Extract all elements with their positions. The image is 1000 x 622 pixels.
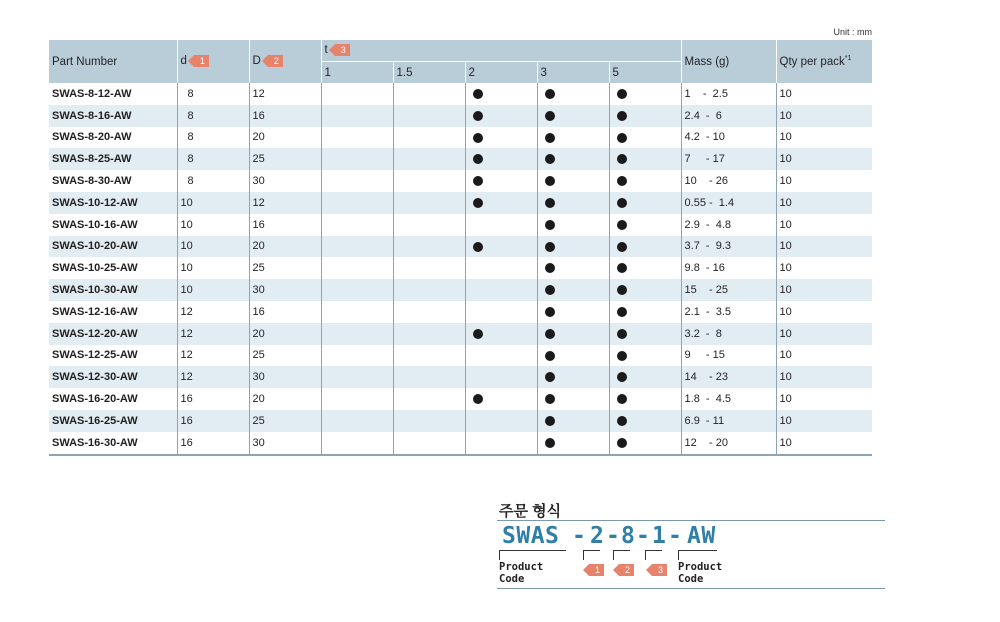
availability-dot [617,242,627,252]
t-cell [465,410,537,432]
mass-cell: 12 - 20 [681,432,776,455]
t-cell [393,127,465,149]
d-cell: 8 [177,105,249,127]
t-cell [465,236,537,258]
availability-dot [545,220,555,230]
table-row [49,148,872,170]
availability-dot [545,176,555,186]
d-cell: 10 [177,192,249,214]
t-cell [393,366,465,388]
part-number-cell: SWAS-12-25-AW [52,349,138,362]
d-cell: 10 [177,257,249,279]
availability-dot [617,351,627,361]
bracket-prefix [499,550,566,560]
t-cell [321,83,393,105]
t-cell [537,301,609,323]
tag-1: 1 [194,55,209,67]
d-cell: 12 [177,345,249,367]
code-d: 8 [621,523,636,549]
availability-dot [545,438,555,448]
part-number-cell: SWAS-8-30-AW [52,175,132,188]
t-cell [321,105,393,127]
t-cell [465,127,537,149]
t-cell [321,279,393,301]
table-row [49,366,872,388]
t-cell [537,388,609,410]
t-cell [537,410,609,432]
t-cell [609,192,681,214]
order-tag-3: 3 [652,561,667,579]
t-cell [321,192,393,214]
qty-cell: 10 [776,301,872,323]
tag-2: 2 [268,55,283,67]
t-cell [537,148,609,170]
availability-dot [617,329,627,339]
order-format [497,497,885,617]
qty-cell: 10 [776,236,872,258]
qty-cell: 10 [776,170,872,192]
t-cell [321,214,393,236]
order-format-title: 주문 형식 [499,503,562,520]
d-cell: 16 [177,410,249,432]
D-cell: 30 [249,170,321,192]
availability-dot [545,307,555,317]
t-cell [465,192,537,214]
col-t-1-5: 1.5 [393,62,465,84]
t-cell [465,105,537,127]
availability-dot [617,263,627,273]
mass-cell: 2.9 - 4.8 [681,214,776,236]
table-row [49,279,872,301]
order-bottom-rule [497,588,885,589]
t-cell [465,214,537,236]
t-cell [393,257,465,279]
t-cell [321,170,393,192]
col-qty: Qty per pack$^{*1}$ [776,40,872,83]
availability-dot [617,111,627,121]
d-cell: 10 [177,214,249,236]
table-row [49,323,872,345]
availability-dot [473,242,483,252]
mass-cell: 2.1 - 3.5 [681,301,776,323]
D-cell: 16 [249,105,321,127]
bracket-D [645,550,662,560]
t-cell [393,388,465,410]
t-cell [321,257,393,279]
t-cell [609,236,681,258]
t-cell [393,279,465,301]
mass-cell: 10 - 26 [681,170,776,192]
t-cell [537,105,609,127]
t-cell [609,214,681,236]
d-cell: 16 [177,432,249,455]
t-cell [393,83,465,105]
qty-cell: 10 [776,257,872,279]
qty-cell: 10 [776,214,872,236]
t-cell [537,83,609,105]
t-cell [465,323,537,345]
d-cell: 16 [177,388,249,410]
part-number-cell: SWAS-16-20-AW [52,393,138,406]
t-cell [393,410,465,432]
col-t-5: 5 [609,62,681,84]
D-cell: 25 [249,148,321,170]
D-cell: 16 [249,301,321,323]
t-cell [393,323,465,345]
order-top-rule [497,520,885,521]
D-cell: 30 [249,366,321,388]
part-number-cell: SWAS-10-12-AW [49,192,177,214]
code-D: 1 [652,523,667,549]
mass-cell: 4.2 - 10 [681,127,776,149]
availability-dot [617,176,627,186]
table-row [49,410,872,432]
availability-dot [545,351,555,361]
table-row [49,388,872,410]
t-cell [609,366,681,388]
availability-dot [617,285,627,295]
part-number-cell: SWAS-10-25-AW [52,262,138,275]
availability-dot [617,372,627,382]
table-row [49,105,872,127]
availability-dot [617,154,627,164]
part-number-cell: SWAS-8-16-AW [49,105,177,127]
availability-dot [617,133,627,143]
t-cell [393,170,465,192]
d-cell: 8 [177,83,249,105]
t-cell [393,148,465,170]
availability-dot [473,198,483,208]
availability-dot [545,416,555,426]
D-cell: 30 [249,432,321,455]
qty-cell: 10 [776,105,872,127]
code-dash-2: - [606,523,621,549]
D-cell: 16 [249,214,321,236]
availability-dot [545,242,555,252]
D-cell: 20 [249,323,321,345]
col-t-1: 1 [321,62,393,84]
availability-dot [473,89,483,99]
d-cell: 8 [177,127,249,149]
bracket-suffix [678,550,717,560]
t-cell [321,388,393,410]
spec-table [49,40,872,456]
availability-dot [545,263,555,273]
availability-dot [473,394,483,404]
d-cell: 12 [177,323,249,345]
t-cell [609,345,681,367]
availability-dot [545,89,555,99]
part-number-cell: SWAS-8-25-AW [49,148,177,170]
table-row [49,83,872,105]
availability-dot [473,133,483,143]
t-cell [465,257,537,279]
t-cell [609,432,681,455]
availability-dot [617,198,627,208]
t-cell [537,279,609,301]
mass-cell: 6.9 - 11 [681,410,776,432]
mass-cell: 0.55 - 1.4 [681,192,776,214]
part-number-cell: SWAS-10-20-AW [49,236,177,258]
order-tag-1: 1 [589,561,604,579]
qty-cell: 10 [776,148,872,170]
t-cell [609,323,681,345]
t-cell [537,214,609,236]
t-cell [393,345,465,367]
qty-cell: 10 [776,388,872,410]
qty-cell: 10 [776,432,872,455]
availability-dot [473,176,483,186]
t-cell [537,323,609,345]
availability-dot [617,307,627,317]
bracket-t [583,550,600,560]
t-cell [465,366,537,388]
D-cell: 25 [249,345,321,367]
D-cell: 12 [249,192,321,214]
mass-cell: 3.7 - 9.3 [681,236,776,258]
t-cell [537,345,609,367]
d-cell: 12 [177,301,249,323]
t-cell [609,127,681,149]
mass-cell: 2.4 - 6 [681,105,776,127]
t-cell [609,410,681,432]
t-cell [465,432,537,455]
D-cell: 25 [249,257,321,279]
code-t: 2 [590,523,605,549]
availability-dot [617,220,627,230]
qty-cell: 10 [776,127,872,149]
t-cell [321,410,393,432]
t-cell [609,388,681,410]
col-d: d 1 [177,40,249,83]
availability-dot [545,154,555,164]
t-cell [321,301,393,323]
d-cell: 12 [177,366,249,388]
t-cell [393,214,465,236]
t-cell [321,148,393,170]
t-cell [465,279,537,301]
t-cell [321,236,393,258]
qty-cell: 10 [776,323,872,345]
t-cell [393,105,465,127]
t-cell [465,148,537,170]
code-dash-4: - [668,523,683,549]
table-row [49,192,872,214]
table-row [49,127,872,149]
t-cell [609,170,681,192]
code-dash-3: - [636,523,651,549]
col-D: D 2 [249,40,321,83]
table-row [49,301,872,323]
t-cell [321,127,393,149]
part-number-cell: SWAS-8-20-AW [52,131,132,144]
d-cell: 10 [177,236,249,258]
qty-cell: 10 [776,345,872,367]
D-cell: 20 [249,236,321,258]
t-cell [393,432,465,455]
D-cell: 25 [249,410,321,432]
availability-dot [545,133,555,143]
availability-dot [545,285,555,295]
t-cell [321,345,393,367]
part-number-cell: SWAS-16-25-AW [49,410,177,432]
mass-cell: 9 - 15 [681,345,776,367]
t-cell [537,257,609,279]
t-cell [609,148,681,170]
part-number-cell: SWAS-10-16-AW [52,218,138,231]
code-dash-1: - [572,523,587,549]
mass-cell: 3.2 - 8 [681,323,776,345]
t-cell [537,432,609,455]
t-cell [609,105,681,127]
col-t-3: 3 [537,62,609,84]
mass-cell: 9.8 - 16 [681,257,776,279]
qty-cell: 10 [776,83,872,105]
product-code-label-right: Product Code [678,561,723,585]
t-cell [321,366,393,388]
t-cell [609,257,681,279]
part-number-cell: SWAS-12-20-AW [49,323,177,345]
unit-label: Unit : mm [833,27,872,37]
availability-dot [545,111,555,121]
mass-cell: 14 - 23 [681,366,776,388]
availability-dot [617,416,627,426]
t-cell [465,388,537,410]
t-cell [537,366,609,388]
col-t: t 3 [321,40,681,62]
t-cell [465,170,537,192]
t-cell [321,432,393,455]
availability-dot [545,372,555,382]
t-cell [537,127,609,149]
code-prefix: SWAS [502,523,560,549]
D-cell: 20 [249,127,321,149]
t-cell [537,236,609,258]
availability-dot [473,329,483,339]
d-cell: 8 [177,148,249,170]
t-cell [609,301,681,323]
t-cell [537,192,609,214]
mass-cell: 1 - 2.5 [681,83,776,105]
availability-dot [473,111,483,121]
order-tag-2: 2 [619,561,634,579]
t-cell [609,279,681,301]
d-cell: 8 [177,170,249,192]
availability-dot [617,394,627,404]
t-cell [321,323,393,345]
qty-cell: 10 [776,279,872,301]
t-cell [537,170,609,192]
part-number-cell: SWAS-12-30-AW [49,366,177,388]
col-t-2: 2 [465,62,537,84]
t-cell [393,236,465,258]
t-cell [609,83,681,105]
header-row [49,40,872,62]
t-cell [393,301,465,323]
table-body [49,83,872,455]
D-cell: 12 [249,83,321,105]
t-cell [393,192,465,214]
tag-3: 3 [335,44,350,56]
table-row [49,257,872,279]
mass-cell: 1.8 - 4.5 [681,388,776,410]
product-code-label-left: Product Code [499,561,544,585]
part-number-cell: SWAS-8-12-AW [52,87,132,100]
availability-dot [545,329,555,339]
qty-cell: 10 [776,366,872,388]
bracket-d [613,550,630,560]
table-row [49,170,872,192]
col-part-number: Part Number [49,40,177,83]
D-cell: 30 [249,279,321,301]
D-cell: 20 [249,388,321,410]
mass-cell: 15 - 25 [681,279,776,301]
col-mass: Mass (g) [681,40,776,83]
table-row [49,432,872,455]
availability-dot [473,154,483,164]
availability-dot [617,89,627,99]
table-row [49,214,872,236]
part-number-cell: SWAS-16-30-AW [49,432,177,455]
availability-dot [617,438,627,448]
t-cell [465,345,537,367]
availability-dot [545,394,555,404]
table-row [49,345,872,367]
t-cell [465,301,537,323]
part-number-cell: SWAS-10-30-AW [49,279,177,301]
availability-dot [545,198,555,208]
d-cell: 10 [177,279,249,301]
qty-cell: 10 [776,410,872,432]
code-suffix: AW [687,523,716,549]
table-row [49,236,872,258]
qty-cell: 10 [776,192,872,214]
mass-cell: 7 - 17 [681,148,776,170]
part-number-cell: SWAS-12-16-AW [52,305,138,318]
t-cell [465,83,537,105]
